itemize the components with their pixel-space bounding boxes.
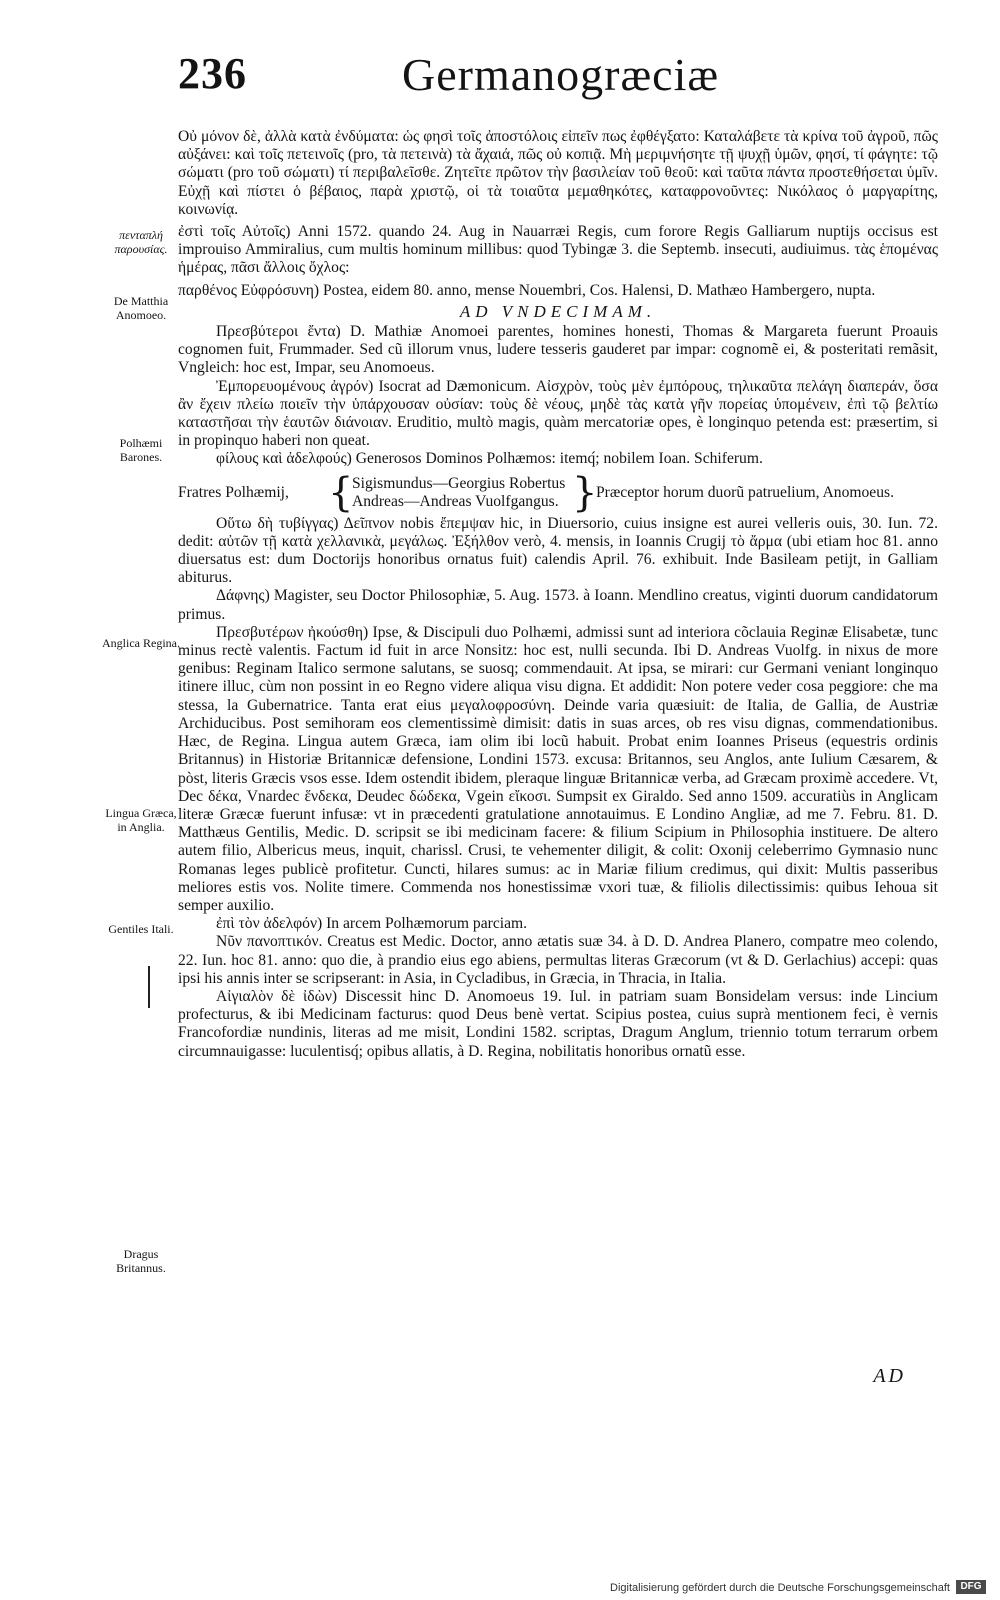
- paragraph-parentes: Πρεσβύτεροι ἔντα) D. Mathiæ Anomoei parentes, homines honesti, Thomas & Margareta fuerunt Proauis cognomen fuit, Frummader. Sed cũ illorum vnus, ludere tesseris gauderet par impar: cognomẽ ei, & posteritati remãsit, Vngleich: hoc est, Impar, seu Anomoeus.: [178, 323, 938, 377]
- brothers-row: Sigismundus—Georgius Robertus: [352, 474, 566, 492]
- running-title: Germanogræciæ: [402, 49, 720, 100]
- page-number: 236: [178, 49, 247, 98]
- brothers-names: [352, 475, 572, 511]
- brothers-row: Andreas—Andreas Vuolfgangus.: [352, 492, 559, 510]
- margin-rule: [148, 966, 150, 1008]
- margin-note-6: Gentiles Itali.: [108, 922, 174, 936]
- brothers-table: [178, 469, 938, 516]
- body-text: [178, 128, 938, 1061]
- paragraph-postea: παρθένος Εὐφρόσυνη) Postea, eidem 80. anno, mense Nouembri, Cos. Halensi, D. Mathæo Hambergero, nupta.: [178, 281, 876, 299]
- margin-note-7: Dragus Britannus.: [116, 1247, 166, 1275]
- paragraph-doctor: Νῦν πανοπτικόν. Creatus est Medic. Doctor, anno ætatis suæ 34. à D. D. Andrea Planero, compatre meo colendo, 22. Iun. hoc 81. anno: quo die, à prandio eius ego abiens, permultas literas Græcorum (vt & D. Gerlachius) accepi: quas ipsi his annis inter se scripserant: in Asia, in Cycladibus, in Græcia, in Thracia, in Italia.: [178, 933, 938, 987]
- paragraph-discessit: Αἰγιαλὸν δὲ ἰδὼν) Discessit hinc D. Anomoeus 19. Iul. in patriam suam Bonsidelam versus: inde Lincium profecturus, & ibi Medicinam facturus: quod Deus benè vertat. Scipius postea, cuius suprà mentionem feci, è vernis Francofordiæ nundinis, literas ad me misit, Londini 1582. scriptas, Dragum Anglum, triennio totum terrarum orbem circumnauigasse: luculentisq́; opibus allatis, à D. Regina, nobilitatis honoribus ornatũ esse.: [178, 987, 938, 1060]
- paragraph-isocrates: Ἐμπορευομένους ἀγρόν) Isocrat ad Dæmonicum. Αἰσχρὸν, τοὺς μὲν ἐμπόρους, τηλικαῦτα πελάγη διαπεράν, ὅσα ἂν ἔχειν πλείω ποιεῖν τὴν ὑπάρχουσαν οὐσίαν: τοὺς δὲ νέους, μηδὲ τὰς κατὰ γῆν πορείας ὑπομένειν, ἐπὶ τῷ βελτίω καταστῆσαι τὴν ἑαυτῶν διάνοιαν. Eruditio, multò magis, quàm mercatoriæ opes, è longinquo petenda est: præsertim, si in propinquo haberi non queat.: [178, 377, 938, 450]
- paragraph-generosos: φίλους καὶ ἀδελφούς) Generosos Dominos Polhæmos: itemq́; nobilem Ioan. Schiferum.: [216, 450, 763, 468]
- paragraph-regina: Πρεσβυτέρων ἠκούσθη) Ipse, & Discipuli duo Polhæmi, admissi sunt ad interiora cõclauia Reginæ Elisabetæ, tunc minus rectè valentis. Factum id fuit in arce Nonsitz: hoc est, nulli secunda. Ibi D. Andreas Vuolfg. in nixus de more genibus: Reginam Italico sermone salutans, se suosq; commendauit. At ipsa, se mirari: cur Germani veniant longinquo itinere illuc, cùm non possint in eo Regno videre aliqua visu digna. Et addidit: Non potere veder cosa peggiore: che ma stessa, la Gubernatrice. Tanta erat eius μεγαλοφροσύνη. Deinde varia quæsiuit: de Italia, de Gallia, de Austriæ Archiducibus. Post semihoram eos clementissimè dimisit: datis in suas arces, ob res visu dignas, commendationibus. Hæc, de Regina. Lingua autem Græca, iam olim ibi locũ habuit. Probat enim Ioannes Priseus (equestris ordinis Britannus) in Historiæ Britannicæ defensione, Londini 1573. excusa: Britannos, seu Anglos, ante Iulium Cæsarem, & pòst, literis Græcis vsos esse. Idem ostendit ibidem, pleraque linguæ Britannicæ verba, ad Græcam proximè accedere. Vt, Dec δέκα, Vnardec ἕνδεκα, Deudec δώδεκα, Vgein εἴκοσι. Sumpsit ex Giraldo. Sed anno 1509. accuratiùs in Anglicam literæ Græcæ fuerunt infusæ: vt in præcedenti gratulatione annotauimus. E Londino Angliæ, ad me 7. Febru. 81. D. Matthæus Gentilis, Medic. D. scripsit se ibi medicinam facere: & filium Scipium in Philosophia instituere. De altero autem filio, Albericus meus, inquit, charissl. Crusi, te vehementer diligit, & colit: Oxonij celeberrimo Gymnasio nunc Romanas leges publicè profitetur. Cuncti, hilares sumus: ac in Mariæ filium credimus, qui dixit: Multis passeribus meliores estis vos. Nolite timere. Commenda nos honestissimæ vxori tuæ, & filiolis dilectissimis: quibus Iehoua sit semper auxilio.: [178, 623, 938, 914]
- paragraph-diuersorio: Οὕτω δὴ τυβίγγας) Δεῖπνον nobis ἔπεμψαν hic, in Diuersorio, cuius insigne est aurei velleris ouis, 30. Iun. 72. dedit: αὐτῶν τῇ κατὰ χελλανικὰ, μεγάλως. Ἐξήλθον verò, 4. mensis, in Ioannis Crugij τὸ ἄρμα (ubi etiam hoc 81. anno diuersatus est: dum Doctorijs honoribus ornatus fuit) calendis April. 76. exhibuit. Inde Basileam petijt, in Galliam abiturus.: [178, 514, 938, 587]
- tutor-note: Præceptor horum duorũ patruelium, Anomoeus.: [596, 483, 894, 501]
- paragraph-anni-1572: ἐστὶ τοῖς Αὐτοῖς) Anni 1572. quando 24. Aug in Nauarræi Regis, cum forore Regis Galliarum nuptijs occisus est improuiso Ammiralius, cum multis hominum millibus: quod Tybingæ 3. die Septemb. insecuti, audiuimus. τὰς ἑπομένας ἡμέρας, πᾶσι ἄλλοις ὄχλος:: [178, 223, 938, 277]
- right-brace-icon: }: [572, 469, 598, 516]
- footer-credit: Digitalisierung gefördert durch die Deutsche Forschungsgemeinschaft: [610, 1582, 950, 1594]
- margin-note-2: De Matthia Anomoeo.: [113, 294, 169, 322]
- left-brace-icon: {: [328, 469, 354, 516]
- margin-note-5: Lingua Græca, in Anglia.: [105, 806, 177, 834]
- greek-paragraph: Οὐ μόνον δὲ, ἀλλὰ κατὰ ἐνδύματα: ὡς φησὶ τοῖς ἀποστόλοις εἰπεῖν πως ἐφθέγξατο: Καταλάβετε τὰ κρίνα τοῦ ἀγροῦ, πῶς αὐξάνει: καὶ τοῖς πετεινοῖς (pro, τὰ πετεινὰ) τὰ ἄχαιά, πῶς οὐ κοπιᾷ. Μὴ μεριμνήσητε τῇ ψυχῇ ὑμῶν, φησί, τί φάγητε: τῷ σώματι (pro τοῦ σώματι) τί περιβαλεῖσθε. Ζητεῖτε πρῶτον τὴν βασιλείαν τοῦ θεοῦ: καὶ ταῦτα πάντα προστεθήσεται ὑμῖν. Εὐχῇ καὶ πίστει ὁ βέβαιος, παρὰ χριστῷ, οἱ τὰ τοιαῦτα μεμαθηκότες, καταφρονοῦντες: Νικόλαος ὁ μαργαρίτης, κοινωνίᾳ.: [178, 128, 938, 218]
- margin-note-3: Polhæmi Barones.: [119, 436, 163, 464]
- margin-note-4: Anglica Regina.: [102, 636, 180, 650]
- paragraph-arcem: ἐπὶ τὸν ἀδελφόν) In arcem Polhæmorum parciam.: [216, 915, 528, 933]
- paragraph-magister: Δάφνης) Magister, seu Doctor Philosophiæ, 5. Aug. 1573. à Ioann. Mendlino creatus, viginti duorum candidatorum primus.: [178, 587, 938, 623]
- brothers-lead: Fratres Polhæmij,: [178, 483, 289, 501]
- margin-note-1: πενταπλή παρουσίας.: [114, 228, 168, 256]
- dfg-logo-icon: DFG: [956, 1580, 986, 1594]
- catchword: AD: [873, 1365, 906, 1387]
- section-heading: AD VNDECIMAM.: [459, 301, 657, 321]
